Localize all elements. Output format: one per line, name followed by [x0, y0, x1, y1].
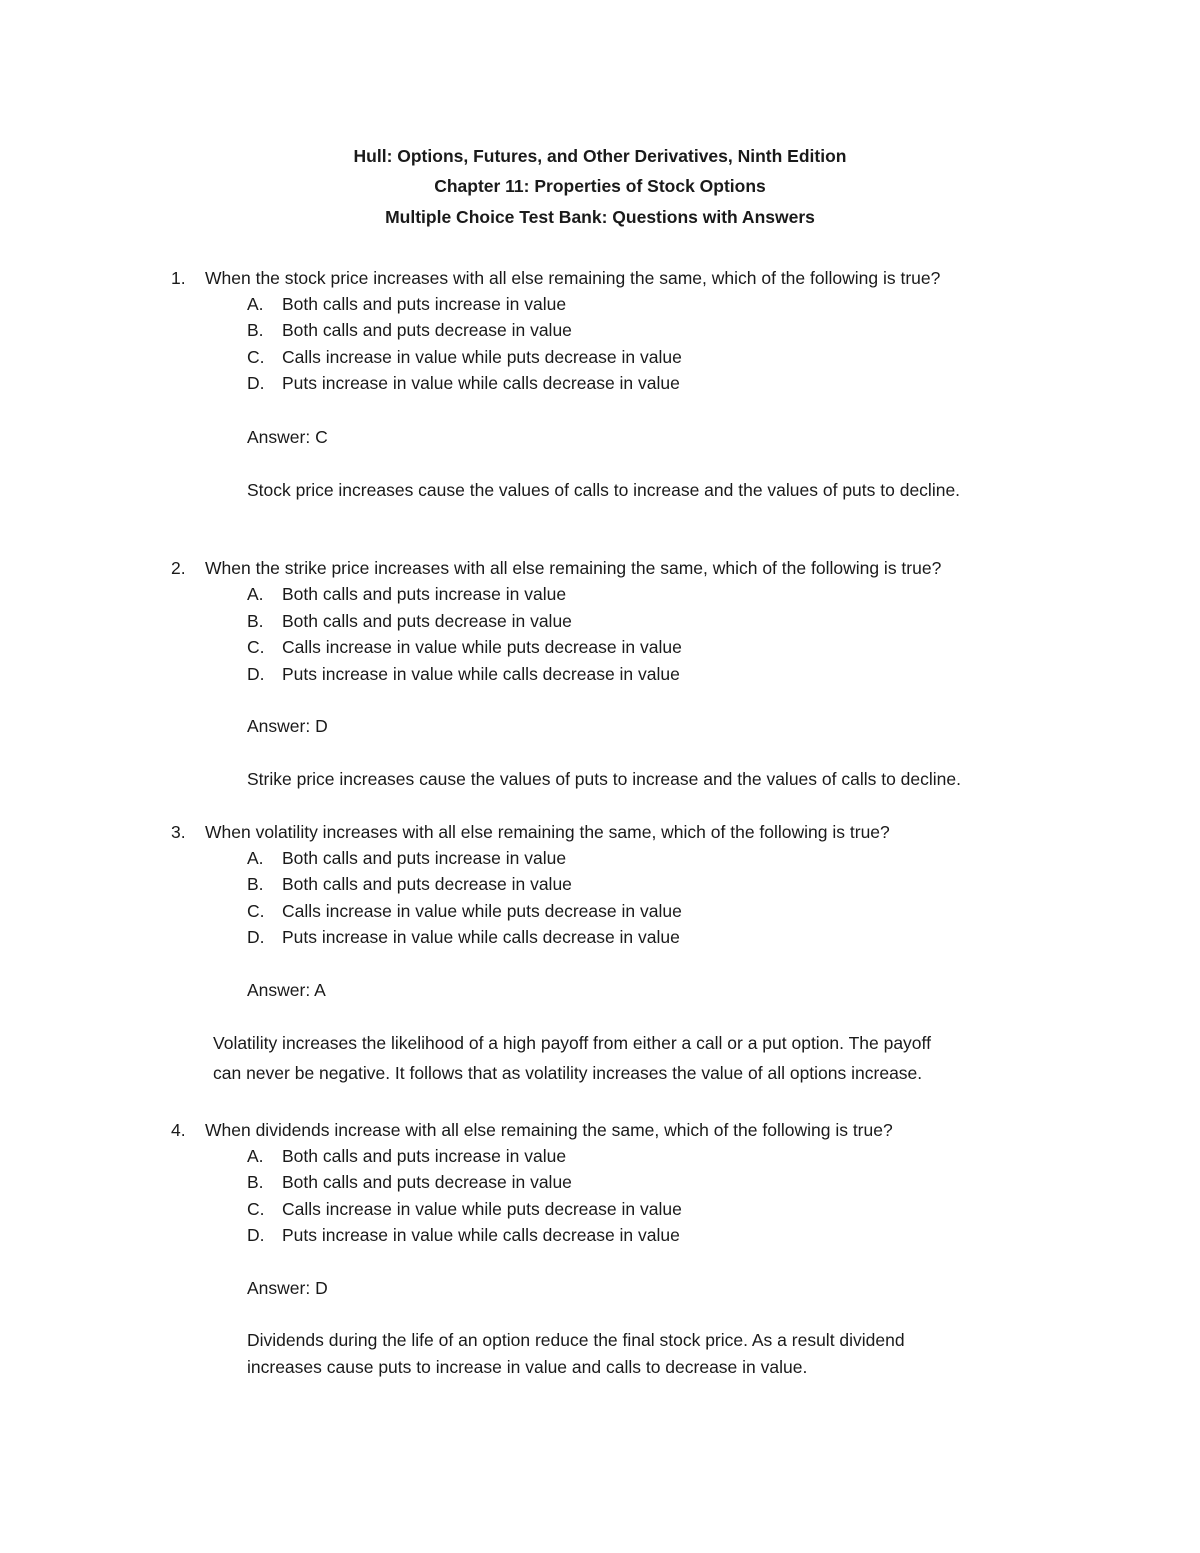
option-letter: A.	[247, 294, 264, 314]
option-text: Puts increase in value while calls decrease in value	[282, 927, 680, 947]
option-text: Both calls and puts decrease in value	[282, 874, 572, 894]
option-letter: D.	[247, 373, 265, 393]
question-number: 2.	[171, 558, 186, 578]
answer-explanation: Dividends during the life of an option reduce the final stock price. As a result dividend	[247, 1330, 905, 1350]
option-text: Both calls and puts decrease in value	[282, 611, 572, 631]
option-letter: C.	[247, 347, 265, 367]
option-text: Calls increase in value while puts decrease in value	[282, 901, 682, 921]
option-text: Puts increase in value while calls decrease in value	[282, 664, 680, 684]
option-letter: C.	[247, 901, 265, 921]
option-letter: D.	[247, 1225, 265, 1245]
option-letter: A.	[247, 1146, 264, 1166]
question-number: 4.	[171, 1120, 186, 1140]
answer-key: Answer: D	[247, 1278, 328, 1298]
option-letter: B.	[247, 874, 264, 894]
option-text: Puts increase in value while calls decrease in value	[282, 1225, 680, 1245]
question-text: When dividends increase with all else remaining the same, which of the following is true?	[205, 1120, 893, 1140]
option-text: Calls increase in value while puts decrease in value	[282, 347, 682, 367]
answer-explanation: can never be negative. It follows that as volatility increases the value of all options increase.	[213, 1063, 923, 1083]
answer-explanation: Strike price increases cause the values of puts to increase and the values of calls to decline.	[247, 769, 962, 789]
option-letter: D.	[247, 927, 265, 947]
option-text: Both calls and puts increase in value	[282, 294, 567, 314]
question-number: 1.	[171, 268, 186, 288]
option-letter: B.	[247, 611, 264, 631]
question-text: When the strike price increases with all else remaining the same, which of the following is true?	[205, 558, 942, 578]
answer-key: Answer: C	[247, 427, 328, 447]
option-letter: D.	[247, 664, 265, 684]
chapter-title: Chapter 11: Properties of Stock Options	[434, 176, 766, 196]
question-text: When volatility increases with all else remaining the same, which of the following is true?	[205, 822, 890, 842]
option-text: Calls increase in value while puts decrease in value	[282, 1199, 682, 1219]
option-text: Both calls and puts increase in value	[282, 1146, 567, 1166]
question-number: 3.	[171, 822, 186, 842]
option-letter: B.	[247, 320, 264, 340]
document-title: Hull: Options, Futures, and Other Derivatives, Ninth Edition	[353, 146, 847, 166]
answer-explanation: Volatility increases the likelihood of a high payoff from either a call or a put option. The payoff	[213, 1033, 931, 1053]
option-letter: A.	[247, 584, 264, 604]
answer-key: Answer: A	[247, 980, 326, 1000]
answer-explanation: increases cause puts to increase in value and calls to decrease in value.	[247, 1357, 808, 1377]
option-letter: C.	[247, 1199, 265, 1219]
option-text: Both calls and puts decrease in value	[282, 320, 572, 340]
test-bank-subtitle: Multiple Choice Test Bank: Questions with Answers	[385, 207, 815, 227]
option-text: Puts increase in value while calls decrease in value	[282, 373, 680, 393]
option-text: Both calls and puts increase in value	[282, 584, 567, 604]
answer-key: Answer: D	[247, 716, 328, 736]
option-text: Both calls and puts decrease in value	[282, 1172, 572, 1192]
option-letter: A.	[247, 848, 264, 868]
option-letter: B.	[247, 1172, 264, 1192]
option-text: Calls increase in value while puts decrease in value	[282, 637, 682, 657]
question-text: When the stock price increases with all else remaining the same, which of the following is true?	[205, 268, 941, 288]
option-letter: C.	[247, 637, 265, 657]
option-text: Both calls and puts increase in value	[282, 848, 567, 868]
answer-explanation: Stock price increases cause the values of calls to increase and the values of puts to decline.	[247, 480, 961, 500]
